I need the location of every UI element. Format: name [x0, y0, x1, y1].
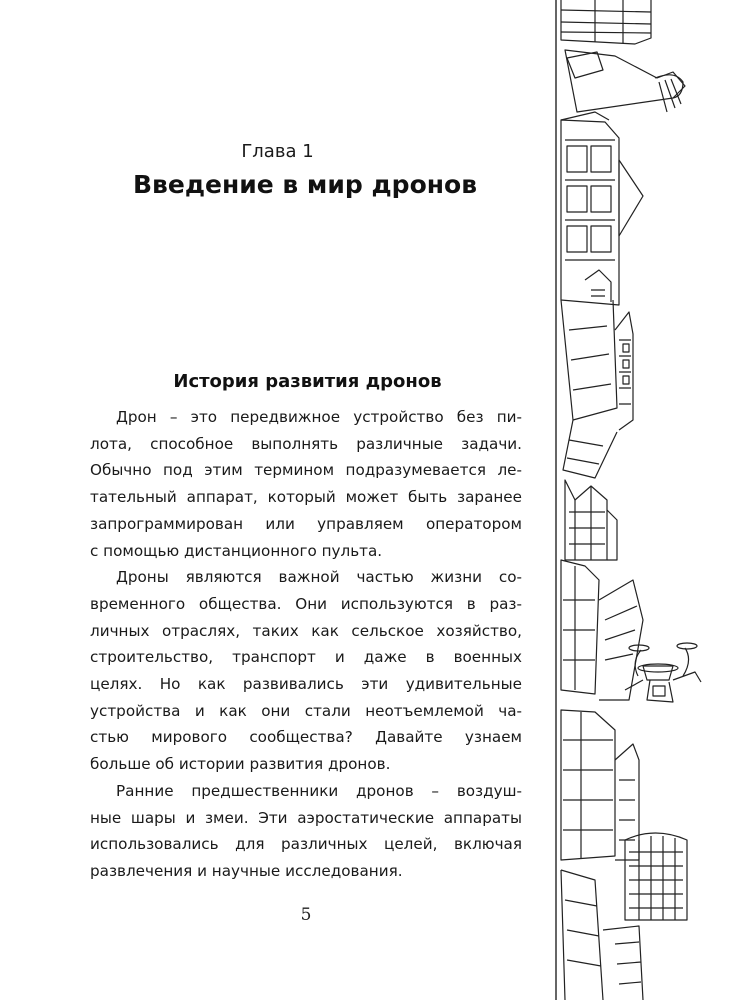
text-line: запрограммирован или управляем оператором	[90, 514, 522, 533]
chapter-title: Введение в мир дронов	[132, 170, 478, 199]
text-line: лота, способное выполнять различные задачи.	[90, 434, 522, 453]
text-line: устройства и как они стали неотъемлемой ча-	[90, 701, 522, 720]
text-line: временного общества. Они используются в раз-	[90, 594, 522, 613]
paragraph	[90, 778, 522, 885]
text-line: тательный аппарат, который может быть заранее	[90, 488, 522, 507]
text-line: ные шары и змеи. Эти аэростатические аппараты	[90, 808, 522, 827]
text-line: с помощью дистанционного пульта.	[90, 541, 383, 560]
chapter-label: Глава 1	[241, 141, 314, 162]
city-skyline-illustration	[555, 0, 743, 1000]
text-line: больше об истории развития дронов.	[90, 755, 391, 774]
section-title: История развития дронов	[173, 371, 442, 392]
paragraph	[90, 404, 522, 564]
text-line: строительство, транспорт и даже в военных	[90, 648, 522, 667]
text-line: Дрон – это передвижное устройство без пи-	[116, 408, 522, 426]
text-line: Ранние предшественники дронов – воздуш-	[116, 781, 522, 800]
text-line: использовались для различных целей, включая	[90, 835, 522, 854]
text-line: целях. Но как развивались эти удивительные	[90, 675, 522, 694]
text-line: стью мирового сообщества? Давайте узнаем	[90, 728, 522, 747]
drone-icon	[625, 643, 701, 702]
page-number: 5	[300, 905, 312, 925]
paragraph	[90, 564, 522, 778]
text-line: Дроны являются важной частью жизни со-	[116, 568, 522, 587]
body-text	[90, 404, 522, 885]
text-line: развлечения и научные исследования.	[90, 861, 403, 880]
text-line: личных отраслях, таких как сельское хозяйство,	[90, 621, 522, 640]
text-line: Обычно под этим термином подразумевается ле-	[90, 461, 522, 480]
